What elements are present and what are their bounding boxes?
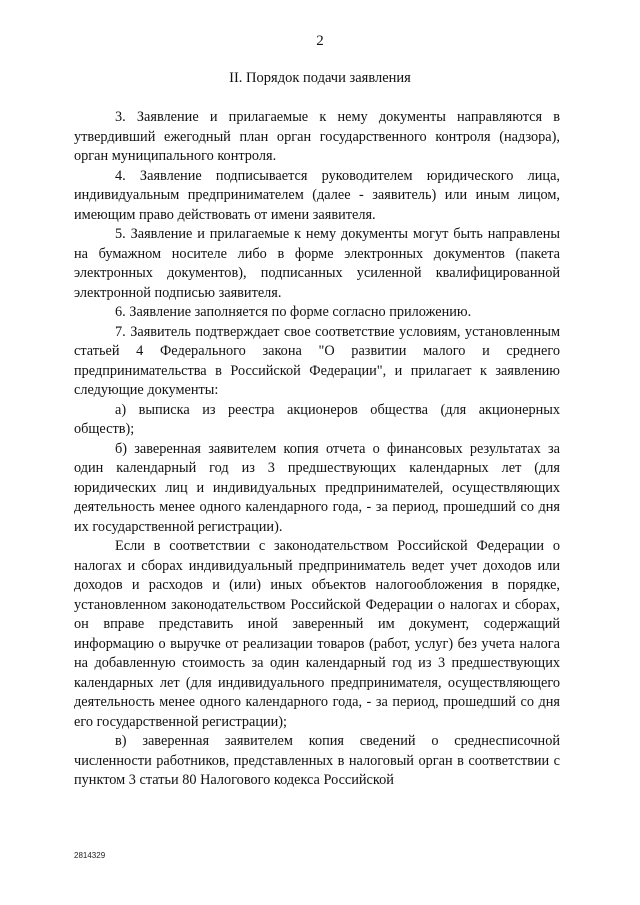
subparagraph-b: б) заверенная заявителем копия отчета о финансовых результатах за один календарный год из 3 предшествующих календарных лет (для юридических лиц и индивидуальных предпринимателей, осуществляющих деятельность менее одного календарного года, - за период, прошедший со дня их государственной регистрации). xyxy=(74,440,560,535)
subparagraph-v: в) заверенная заявителем копия сведений о среднесписочной численности работников, представленных в налоговый орган в соответствии с пунктом 3 статьи 80 Налогового кодекса Российской xyxy=(74,733,560,788)
paragraph-3: 3. Заявление и прилагаемые к нему документы направляются в утвердивший ежегодный план орган государственного контроля (надзора), орган муниципального контроля. xyxy=(74,109,560,164)
paragraph-4: 4. Заявление подписывается руководителем юридического лица, индивидуальным предпринимателем (далее - заявитель) или иным лицом, имеющим право действовать от имени заявителя. xyxy=(74,167,560,223)
document-id: 2814329 xyxy=(74,851,106,860)
page-number: 2 xyxy=(316,33,324,49)
paragraph-ip-note: Если в соответствии с законодательством Российской Федерации о налогах и сборах индивидуальный предприниматель ведет учет доходов или доходов и расходов и (или) иных объектов налогообложения в порядке, установленном законодательством Российской Федерации о налогах и сборах, он вправе представить иной заверенный им документ, содержащий информацию о выручке от реализации товаров (работ, услуг) без учета налога на добавленную стоимость за один календарный год из 3 предшествующих календарных лет (для индивидуального предпринимателя, осуществляющего деятельность менее одного календарного года, - за период, прошедший со дня его государственной регистрации); xyxy=(74,538,560,730)
paragraph-5: 5. Заявление и прилагаемые к нему документы могут быть направлены на бумажном носителе либо в форме электронных документов (пакета электронных документов), подписанных усиленной квалифицированной электронной подписью заявителя. xyxy=(74,226,560,301)
paragraph-6: 6. Заявление заполняется по форме согласно приложению. xyxy=(115,304,472,320)
paragraph-7: 7. Заявитель подтверждает свое соответствие условиям, установленным статьей 4 Федерального закона "О развитии малого и среднего предпринимательства в Российской Федерации", и прилагает к заявлению следующие документы: xyxy=(74,323,560,398)
document-body xyxy=(74,108,560,791)
section-title: II. Порядок подачи заявления xyxy=(229,70,411,86)
subparagraph-a: а) выписка из реестра акционеров общества (для акционерных обществ); xyxy=(74,401,560,437)
